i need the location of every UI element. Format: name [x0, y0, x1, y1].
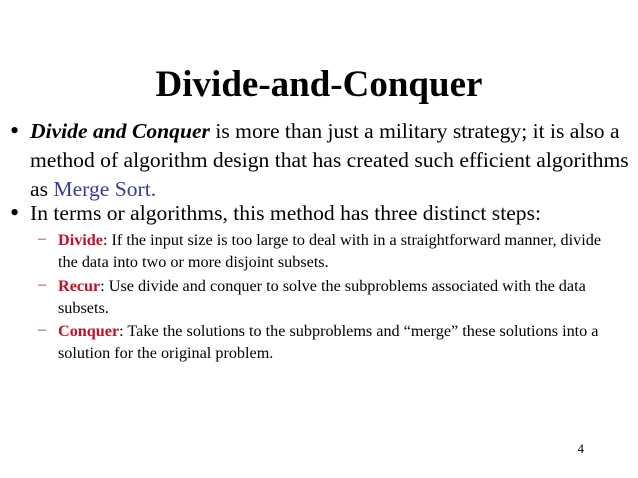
- bullet-2-text: In terms or algorithms, this method has three distinct steps:: [30, 201, 541, 225]
- bullet-1-trailing: .: [150, 177, 157, 201]
- keyword-conquer: Conquer: [58, 322, 120, 340]
- bullet-1-text: [30, 117, 630, 204]
- sub-item-recur: [58, 275, 618, 319]
- sub-item-conquer-text: : Take the solutions to the subproblems and “merge” these solutions into a solution for the original problem.: [58, 322, 599, 362]
- sub-item-divide: [58, 229, 618, 273]
- merge-sort-link[interactable]: Merge Sort: [53, 177, 151, 201]
- keyword-divide: Divide: [58, 231, 103, 249]
- sub-bullet-dash: –: [38, 230, 46, 247]
- bullet-marker: •: [10, 198, 20, 227]
- sub-bullet-dash: –: [38, 321, 46, 338]
- bullet-marker: •: [10, 116, 20, 145]
- sub-item-conquer: [58, 320, 618, 364]
- sub-item-recur-text: : Use divide and conquer to solve the subproblems associated with the data subsets.: [58, 277, 586, 317]
- page-number: 4: [577, 441, 584, 456]
- sub-bullet-dash: –: [38, 276, 46, 293]
- bullet-1-body: is more than just a military strategy; it is also a method of algorithm design that has created such efficient algorithms as: [30, 119, 629, 201]
- keyword-recur: Recur: [58, 277, 101, 295]
- slide-title: Divide-and-Conquer: [155, 64, 483, 105]
- sub-item-divide-text: : If the input size is too large to deal with in a straightforward manner, divide the data into two or more disjoint subsets.: [58, 231, 602, 271]
- emphasis-term: Divide and Conquer: [30, 119, 210, 143]
